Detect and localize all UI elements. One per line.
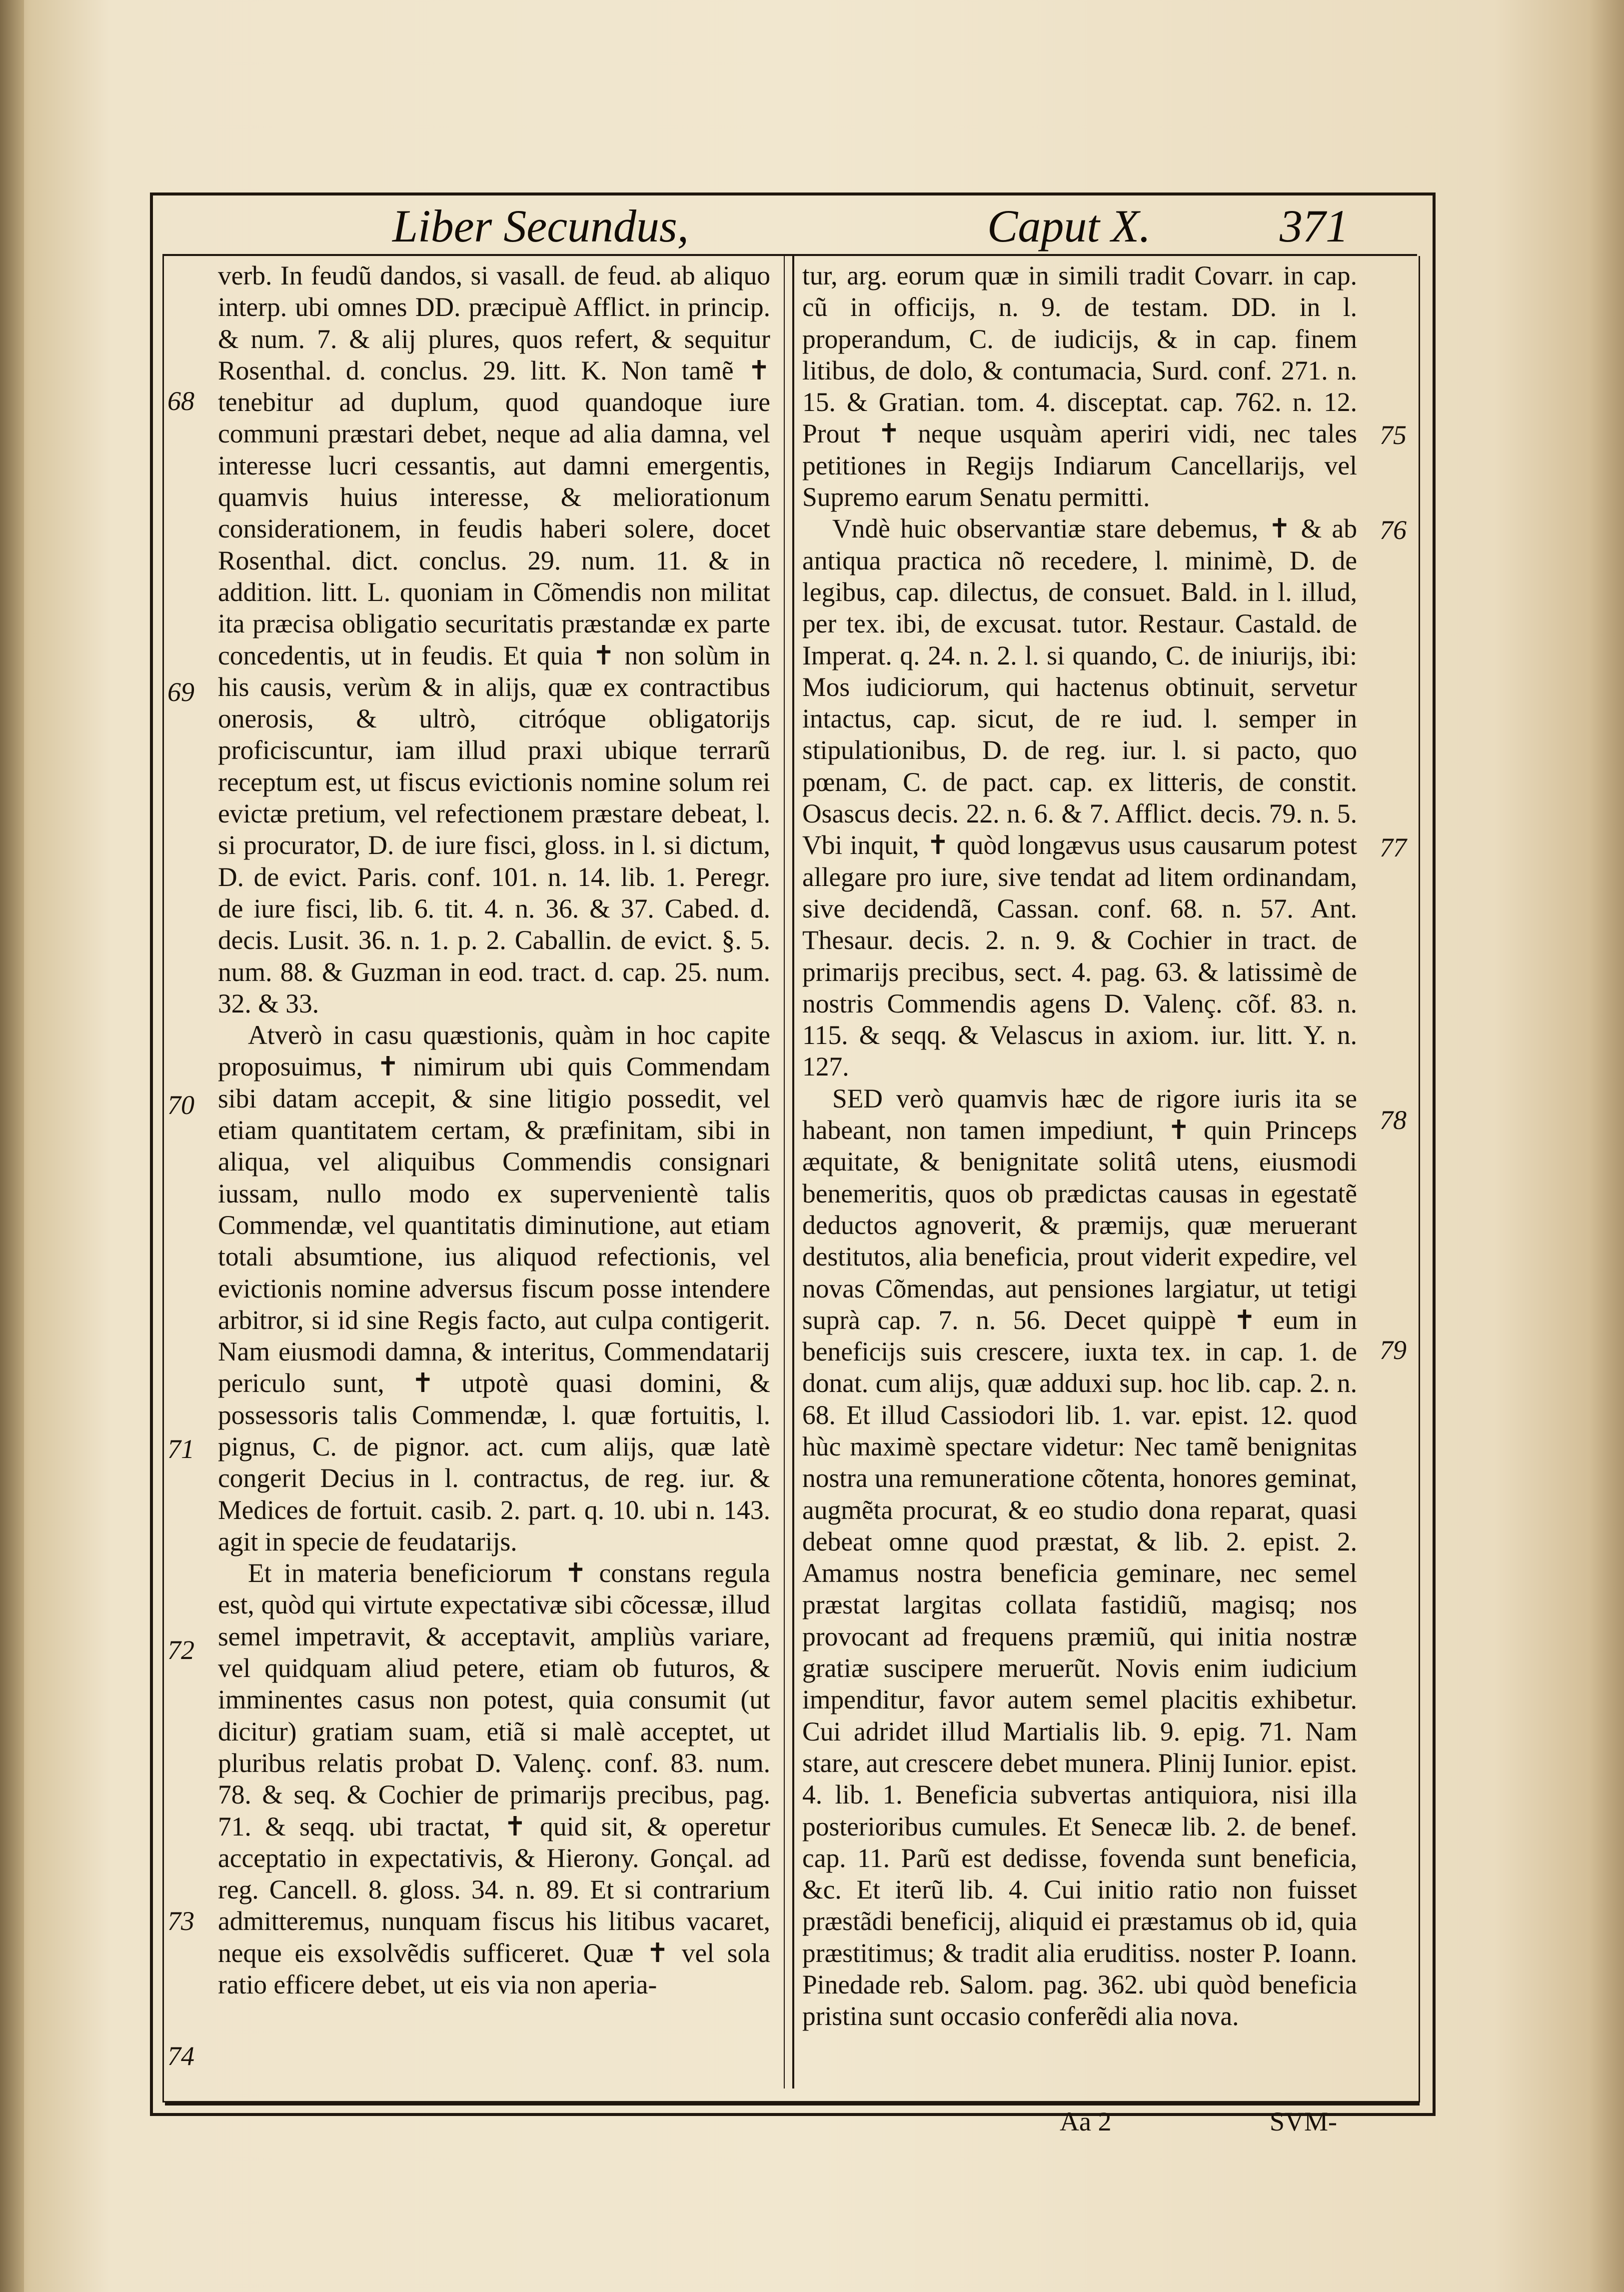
margin-note-72: 72	[167, 1635, 194, 1665]
left-text-column	[218, 260, 770, 2080]
right-paragraph-3: SED verò quamvis hæc de rigore iuris ita se habeant, non tamen impediunt, ✝ quin Princeps æquitate, & benignitate solitâ utens, eiusmodi benemeritis, quos ob prædictas causas in egestatẽ deductos agnoverit, & præmijs, quæ meruerant destitutos, alia beneficia, prout viderit expedire, vel novas Cõmendas, aut pensiones largiatur, ut tetigi suprà cap. 7. n. 56. Decet quippè ✝ eum in beneficijs suis crescere, iuxta tex. in cap. 1. de donat. cum alijs, quæ adduxi sup. hoc lib. cap. 2. n. 68. Et illud Cassiodori lib. 1. var. epist. 12. quod hùc maximè spectare videtur: Nec tamẽ benignitas nostra una remuneratione cõtenta, honores geminat, augmẽta procurat, & eo studio dona reparat, quasi debeat omne quod præstat, & lib. 2. epist. 2. Amamus nostra beneficia geminare, nec semel præstat largitas collata fastidiũ, magisq; nos provocant ad frequens præmiũ, qui initia nostræ gratiæ suscipere meruerũt. Novis enim iudicium impenditur, favor autem semel placitis exhibetur. Cui adridet illud Martialis lib. 9. epig. 71. Nam stare, aut crescere debet munera. Plinij Iunior. epist. 4. lib. 1. Beneficia subvertas antiquiora, nisi illa posterioribus cumules. Et Senecæ lib. 2. de benef. cap. 11. Parũ est dedisse, fovenda sunt beneficia, &c. Et iterũ lib. 4. Cui initio ratio non fuisset præstãdi beneficij, aliquid ei præstamus ob id, quia præstitimus; & tradit alia eruditiss. noster P. Ioann. Pinedade reb. Salom. pag. 362. ubi quòd beneficia pristina sunt occasio conferẽdi alia nova.	[802, 1083, 1357, 2032]
right-paragraph-1: tur, arg. eorum quæ in simili tradit Covarr. in cap. cũ in officijs, n. 9. de testam. DD. in l. properandum, C. de iudicijs, & in cap. finem litibus, de dolo, & contumacia, Surd. conf. 271. n. 15. & Gratian. tom. 4. disceptat. cap. 762. n. 12. Prout ✝ neque usquàm aperiri vidi, nec tales petitiones in Regijs Indiarum Cancellarijs, vel Supremo earum Senatu permitti.	[802, 260, 1357, 512]
margin-note-69: 69	[167, 677, 194, 707]
margin-note-74: 74	[167, 2041, 194, 2071]
book-spine-shadow	[0, 0, 24, 2292]
margin-note-75: 75	[1380, 420, 1407, 450]
margin-note-70: 70	[167, 1090, 194, 1120]
right-paragraph-2: Vndè huic observantiæ stare debemus, ✝ & ab antiqua practica nõ recedere, l. minimè, D. de legibus, cap. dilectus, de consuet. Bald. in l. illud, per tex. ibi, de excusat. tutor. Restaur. Castald. de Imperat. q. 24. n. 2. l. si quando, C. de iniurijs, ibi: Mos iudiciorum, qui hactenus obtinuit, servetur intactus, cap. sicut, de re iud. l. semper in stipulationibus, D. de reg. iur. l. si pacto, quo pœnam, C. de pact. cap. ex litteris, de constit. Osascus decis. 22. n. 6. & 7. Afflict. decis. 79. n. 5. Vbi inquit, ✝ quòd longævus usus causarum potest allegare pro iure, sive tendat ad litem ordinandam, sive decidendã, Cassan. conf. 68. n. 57. Ant. Thesaur. decis. 2. n. 9. & Cochier in tract. de primarijs precibus, sect. 4. pag. 63. & latissimè de nostris Commendis agens D. Valenç. cõf. 83. n. 115. & seqq. & Velascus in axiom. iur. litt. Y. n. 127.	[802, 514, 1357, 1082]
page-number: 371	[1280, 200, 1349, 252]
left-paragraph-1: verb. In feudũ dandos, si vasall. de feud. ab aliquo interp. ubi omnes DD. præcipuè Afflict. in princip. & num. 7. & alij plures, quos refert, & sequitur Rosenthal. d. conclus. 29. litt. K. Non tamẽ ✝ tenebitur ad duplum, quod quandoque iure communi præstari debet, neque ad alia damna, vel interesse lucri cessantis, aut damni emergentis, quamvis huius interesse, & meliorationum considerationem, in feudis haberi solere, docet Rosenthal. dict. conclus. 29. num. 11. & in addition. litt. L. quoniam in Cõmendis non militat ita præcisa obligatio securitatis præstandæ ex parte concedentis, ut in feudis. Et quia ✝ non solùm in his causis, verùm & in alijs, quæ ex contractibus onerosis, & ultrò, citróque obligatorijs proficiscuntur, iam illud praxi ubique terrarũ receptum est, ut fiscus evictionis nomine solum rei evictæ pretium, vel refectionem præstare debeat, l. si procurator, D. de iure fisci, gloss. in l. si dictum, D. de evict. Paris. conf. 101. n. 14. lib. 1. Peregr. de iure fisci, lib. 6. tit. 4. n. 36. & 37. Cabed. d. decis. Lusit. 36. n. 1. p. 2. Caballin. de evict. §. 5. num. 88. & Guzman in eod. tract. d. cap. 25. num. 32. & 33.	[218, 260, 770, 1018]
running-head-left: Liber Secundus,	[392, 200, 689, 252]
signature-mark: Aa 2	[1060, 2106, 1112, 2136]
margin-note-78: 78	[1380, 1105, 1407, 1135]
column-divider-thin	[784, 256, 785, 2088]
left-paragraph-3: Et in materia beneficiorum ✝ constans regula est, quòd qui virtute expectativæ sibi cõcessæ, illud semel impetravit, & acceptavit, ampliùs variare, vel quidquam aliud petere, etiam ob futuros, & imminentes casus non potest, quia consumit (ut dicitur) gratiam suam, etiã si malè acceptet, ut pluribus relatis probat D. Valenç. conf. 83. num. 78. & seq. & Cochier de primarijs precibus, pag. 71. & seqq. ubi tractat, ✝ quid sit, & operetur acceptatio in expectativis, & Hierony. Gonçal. ad reg. Cancell. 8. gloss. 34. n. 89. Et si contrarium admitteremus, nunquam fiscus his litibus vacaret, neque eis exsolvẽdis sufficeret. Quæ ✝ vel sola ratio efficere debet, ut eis via non aperia-	[218, 1558, 770, 2000]
column-divider	[792, 256, 794, 2088]
margin-note-76: 76	[1380, 515, 1407, 545]
footer-rule	[165, 2102, 1420, 2106]
running-head-center: Caput X.	[987, 200, 1151, 252]
left-paragraph-2: Atverò in casu quæstionis, quàm in hoc capite proposuimus, ✝ nimirum ubi quis Commendam sibi datam accepit, & sine litigio possedit, vel etiam quantitatem certam, & præfinitam, sibi in aliqua, vel aliquibus Commendis consignari iussam, nullo modo ex supervenientè talis Commendæ, vel quantitatis diminutione, aut etiam totali absumtione, ius aliquod refectionis, vel evictionis nomine adversus fiscum posse intendere arbitror, si id sine Regis facto, aut culpa contigerit. Nam eiusmodi damna, & interitus, Commendatarij periculo sunt, ✝ utpotè quasi domini, & possessoris talis Commendæ, l. quæ fortuitis, l. pignus, C. de pignor. act. cum alijs, quæ latè congerit Decius in l. contractus, de reg. iur. & Medices de fortuit. casib. 2. part. q. 10. ubi n. 143. agit in specie de feudatarijs.	[218, 1020, 770, 1556]
catchword: SVM-	[1270, 2106, 1338, 2136]
margin-note-73: 73	[167, 1906, 194, 1936]
margin-note-77: 77	[1380, 832, 1407, 862]
margin-note-71: 71	[167, 1434, 194, 1464]
page-edge-shadow	[1589, 0, 1624, 2292]
margin-note-68: 68	[167, 386, 194, 416]
right-text-column	[802, 260, 1357, 2080]
margin-note-79: 79	[1380, 1335, 1407, 1365]
